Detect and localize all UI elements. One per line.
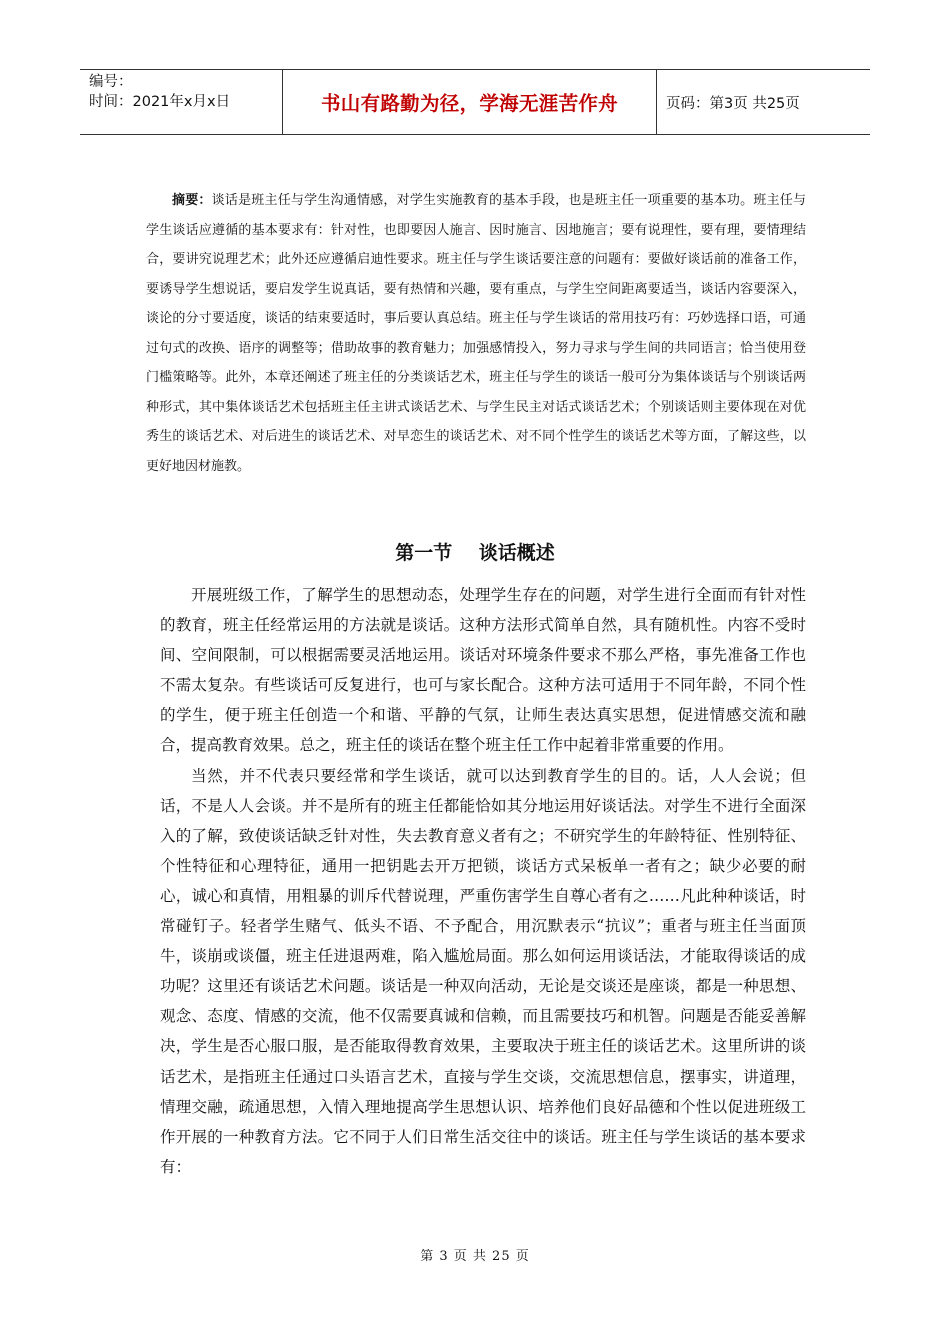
abstract-block bbox=[146, 186, 806, 481]
body-text bbox=[160, 580, 806, 1182]
abstract-label: 摘要： bbox=[172, 193, 212, 208]
abstract-text: 谈话是班主任与学生沟通情感，对学生实施教育的基本手段，也是班主任一项重要的基本功。班主任与学生谈话应遵循的基本要求有：针对性，也即要因人施言、因时施言、因地施言；要有说理性，要有理，要情理结合，要讲究说理艺术；此外还应遵循启迪性要求。班主任与学生谈话要注意的问题有：要做好谈话前的准备工作，要诱导学生想说话，要启发学生说真话，要有热情和兴趣，要有重点，与学生空间距离要适当，谈话内容要深入，谈论的分寸要适度，谈话的结束要适时，事后要认真总结。班主任与学生谈话的常用技巧有：巧妙选择口语，可通过句式的改换、语序的调整等；借助故事的教育魅力；加强感情投入，努力寻求与学生间的共同语言；恰当使用登门槛策略等。此外，本章还阐述了班主任的分类谈话艺术，班主任与学生的谈话一般可分为集体谈话与个别谈话两种形式，其中集体谈话艺术包括班主任主讲式谈话艺术、与学生民主对话式谈话艺术；个别谈话则主要体现在对优秀生的谈话艺术、对后进生的谈话艺术、对早恋生的谈话艺术、对不同个性学生的谈话艺术等方面，了解这些，以更好地因材施教。 bbox=[146, 193, 806, 474]
header-motto: 书山有路勤为径，学海无涯苦作舟 bbox=[283, 70, 657, 134]
document-number-label: 编号： bbox=[89, 74, 133, 90]
header-page-number: 页码：第3页 共25页 bbox=[666, 95, 800, 112]
body-paragraph-1: 开展班级工作，了解学生的思想动态，处理学生存在的问题，对学生进行全面而有针对性的教育，班主任经常运用的方法就是谈话。这种方法形式简单自然，具有随机性。内容不受时间、空间限制，可以根据需要灵活地运用。谈话对环境条件要求不那么严格，事先准备工作也不需太复杂。有些谈话可反复进行，也可与家长配合。这种方法可适用于不同年龄，不同个性的学生，便于班主任创造一个和谐、平静的气氛，让师生表达真实思想，促进情感交流和融合，提高教育效果。总之，班主任的谈话在整个班主任工作中起着非常重要的作用。 bbox=[160, 586, 806, 755]
abstract-paragraph bbox=[146, 186, 806, 481]
document-time-label: 时间：2021年x月x日 bbox=[89, 94, 231, 110]
page-header bbox=[80, 69, 870, 135]
header-meta bbox=[80, 70, 283, 134]
section-title: 第一节 谈话概述 bbox=[395, 542, 555, 564]
body-paragraph-2: 当然，并不代表只要经常和学生谈话，就可以达到教育学生的目的。话，人人会说；但话，不是人人会谈。并不是所有的班主任都能恰如其分地运用好谈话法。对学生不进行全面深入的了解，致使谈话缺乏针对性，失去教育意义者有之；不研究学生的年龄特征、性别特征、个性特征和心理特征，通用一把钥匙去开万把锁，谈话方式呆板单一者有之；缺少必要的耐心，诚心和真情，用粗暴的训斥代替说理，严重伤害学生自尊心者有之……凡此种种谈话，时常碰钉子。轻者学生赌气、低头不语、不予配合，用沉默表示“抗议”；重者与班主任当面顶牛，谈崩或谈僵，班主任进退两难，陷入尴尬局面。那么如何运用谈话法，才能取得谈话的成功呢？这里还有谈话艺术问题。谈话是一种双向活动，无论是交谈还是座谈，都是一种思想、观念、态度、情感的交流，他不仅需要真诚和信赖，而且需要技巧和机智。问题是否能妥善解决，学生是否心服口服，是否能取得教育效果，主要取决于班主任的谈话艺术。这里所讲的谈话艺术，是指班主任通过口头语言艺术，直接与学生交谈，交流思想信息，摆事实，讲道理，情理交融，疏通思想，入情入理地提高学生思想认识、培养他们良好品德和个性以促进班级工作开展的一种教育方法。它不同于人们日常生活交往中的谈话。班主任与学生谈话的基本要求有： bbox=[160, 766, 806, 1176]
page-footer: 第 3 页 共 25 页 bbox=[420, 1249, 530, 1264]
